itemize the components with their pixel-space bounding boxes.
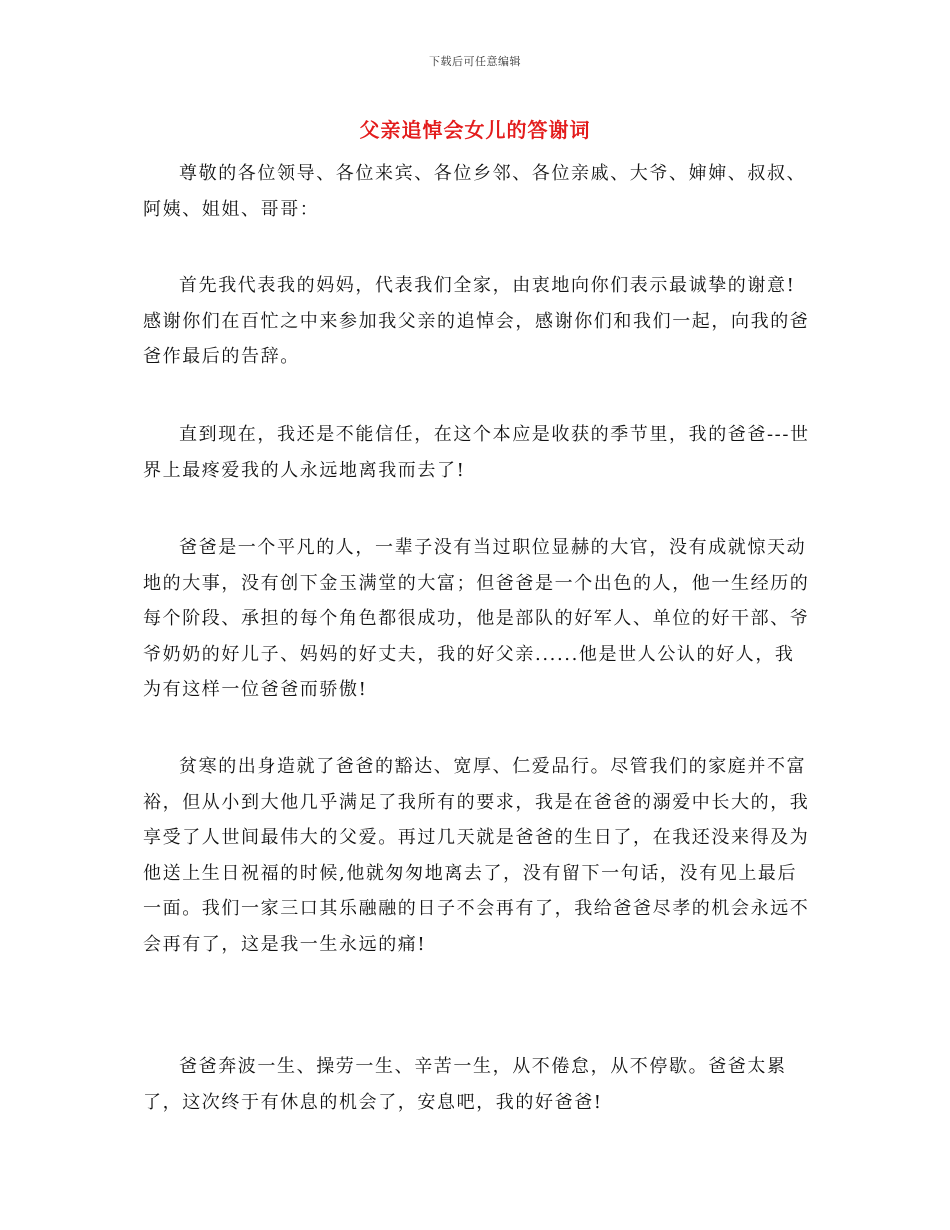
header-note: 下载后可任意编辑 xyxy=(429,55,521,68)
paragraph-text: 贫寒的出身造就了爸爸的豁达、宽厚、仁爱品行。尽管我们的家庭并不富裕，但从小到大他几乎满足了我所有的要求，我是在爸爸的溺爱中长大的，我享受了人世间最伟大的父爱。再过几天就是爸爸的生日了，在我还没来得及为他送上生日祝福的时候,他就匆匆地离去了，没有留下一句话，没有见上最后一面。我们一家三口其乐融融的日子不会再有了，我给爸爸尽孝的机会永远不会再有了，这是我一生永远的痛! xyxy=(143,756,810,955)
paragraph-text: 首先我代表我的妈妈，代表我们全家，由衷地向你们表示最诚挚的谢意!感谢你们在百忙之中来参加我父亲的追悼会，感谢你们和我们一起，向我的爸爸作最后的告辞。 xyxy=(143,275,810,367)
paragraph-text: 爸爸奔波一生、操劳一生、辛苦一生，从不倦怠，从不停歇。爸爸太累了，这次终于有休息的机会了，安息吧，我的好爸爸! xyxy=(143,1056,787,1113)
paragraph-upbringing xyxy=(143,749,813,962)
paragraph-text: 尊敬的各位领导、各位来宾、各位乡邻、各位亲戚、大爷、婶婶、叔叔、阿姨、姐姐、哥哥： xyxy=(143,163,807,220)
paragraph-text: 爸爸是一个平凡的人，一辈子没有当过职位显赫的大官，没有成就惊天动地的大事，没有创下金玉满堂的大富；但爸爸是一个出色的人，他一生经历的每个阶段、承担的每个角色都很成功，他是部队的好军人、单位的好干部、爷爷奶奶的好儿子、妈妈的好丈夫，我的好父亲......他是世人公认的好人，我为有这样一位爸爸而骄傲! xyxy=(143,537,810,700)
document-title: 父亲追悼会女儿的答谢词 xyxy=(359,118,591,142)
paragraph-thanks xyxy=(143,268,813,375)
paragraph-ordinary-man xyxy=(143,530,813,708)
paragraph-disbelief xyxy=(143,417,813,488)
paragraph-greeting xyxy=(143,156,813,227)
paragraph-text: 直到现在，我还是不能信任，在这个本应是收获的季节里，我的爸爸---世界上最疼爱我的人永远地离我而去了! xyxy=(143,424,810,481)
paragraph-farewell xyxy=(143,1049,813,1120)
